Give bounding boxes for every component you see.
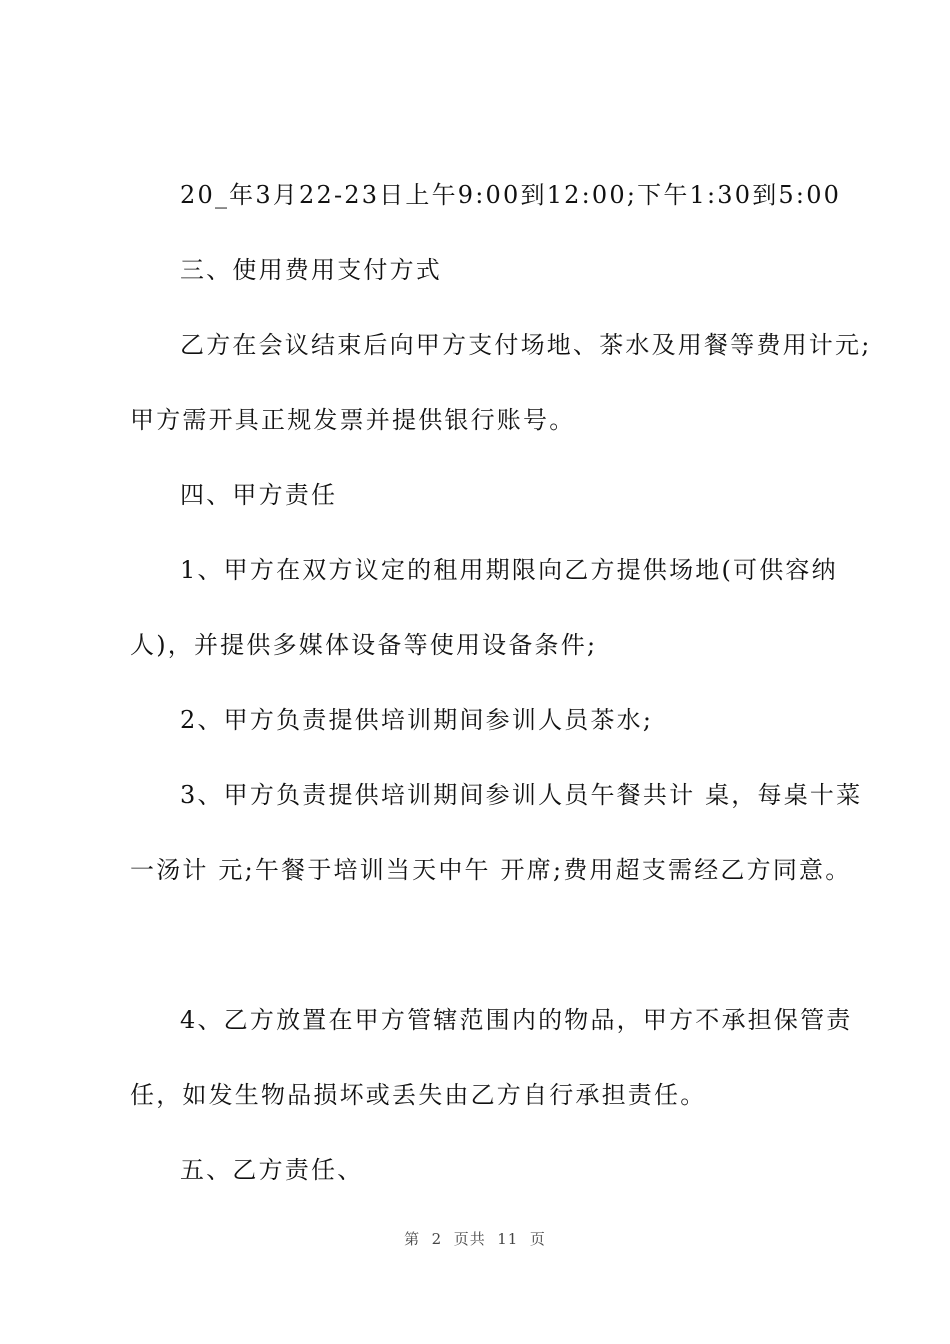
paragraph-line: 2、甲方负责提供培训期间参训人员茶水; xyxy=(180,706,654,734)
paragraph-line: 一汤计 元;午餐于培训当天中午 开席;费用超支需经乙方同意。 xyxy=(130,856,852,884)
paragraph-line: 任，如发生物品损坏或丢失由乙方自行承担责任。 xyxy=(130,1081,707,1109)
section-heading-payment: 三、使用费用支付方式 xyxy=(180,256,442,284)
schedule-line: 20_年3月22-23日上午9:00到12:00;下午1:30到5:00 xyxy=(180,181,842,209)
section-heading-party-b: 五、乙方责任、 xyxy=(180,1156,364,1184)
section-heading-party-a: 四、甲方责任 xyxy=(180,481,338,509)
paragraph-line: 人)，并提供多媒体设备等使用设备条件; xyxy=(130,631,598,659)
paragraph-line: 4、乙方放置在甲方管辖范围内的物品，甲方不承担保管责 xyxy=(180,1006,853,1034)
paragraph-line: 3、甲方负责提供培训期间参训人员午餐共计 桌，每桌十菜 xyxy=(180,781,863,809)
paragraph-line: 甲方需开具正规发票并提供银行账号。 xyxy=(130,406,576,434)
paragraph-line: 乙方在会议结束后向甲方支付场地、茶水及用餐等费用计元; xyxy=(180,331,872,359)
paragraph-line: 1、甲方在双方议定的租用期限向乙方提供场地(可供容纳 xyxy=(180,556,838,584)
page-number-footer: 第 2 页共 11 页 xyxy=(404,1230,546,1248)
